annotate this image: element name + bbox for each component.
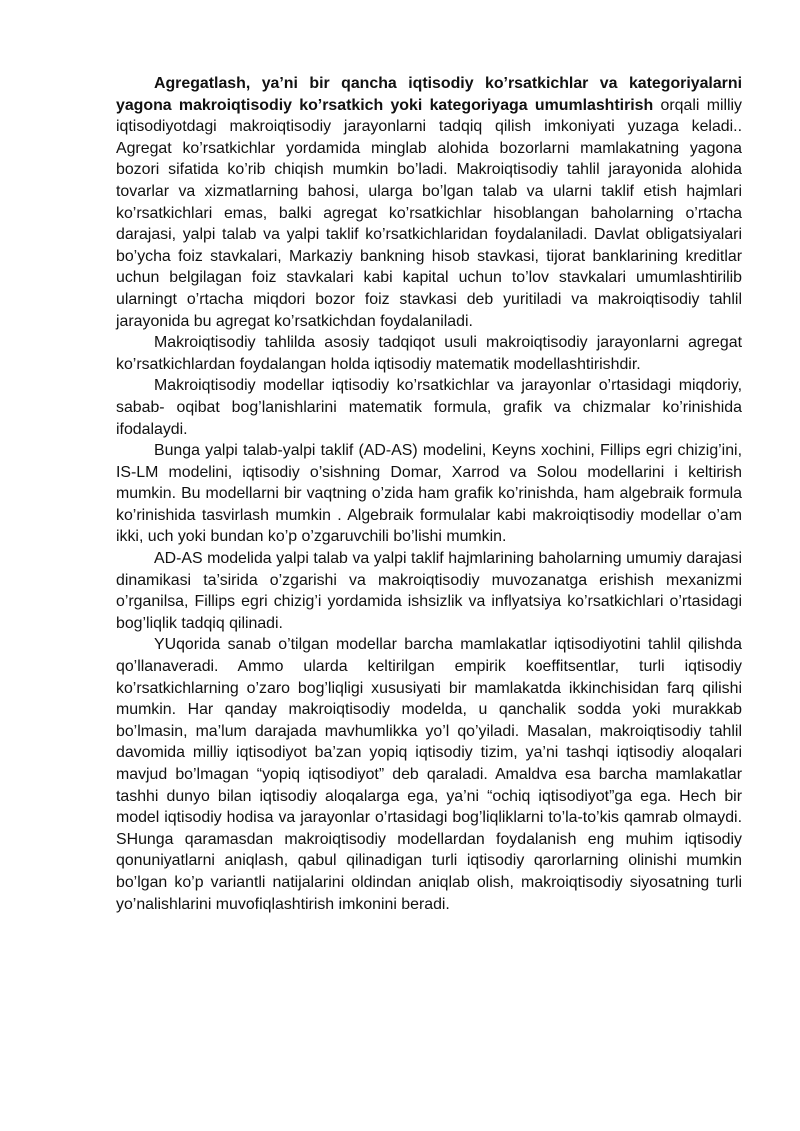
paragraph-model-examples: Bunga yalpi talab-yalpi taklif (AD-AS) modelini, Keyns xochini, Fillips egri chizig’ini, IS-LM modelini, iqtisodiy o’sishning Domar, Xarrod va Solou modellarini i keltirish mumkin. Bu modellarni bir vaqtning o’zida ham grafik ko’rinishda, ham algebraik formula ko’rinishida tasvirlash mumkin . Algebraik formulalar kabi makroiqtisodiy modellar o’am ikki, uch yoki bundan ko’p o’zgaruvchili bo’lishi mumkin. — [116, 442, 742, 546]
paragraph-ad-as-model: AD-AS modelida yalpi talab va yalpi taklif hajmlarining baholarning umumiy darajasi dinamikasi ta’sirida o’zgarishi va makroiqtisodiy muvozanatga erishish mexanizmi o’rganilsa, Fillips egri chizig’i yordamida ishsizlik va inflyatsiya ko’rsatkichlari o’rtasidagi bog’liqlik tadqiq qilinadi. — [116, 550, 742, 632]
document-page — [116, 73, 742, 915]
paragraph-bold-lead: Agregatlash, ya’ni bir qancha iqtisodiy ko’rsatkichlar va kategoriyalarni yagona makroiqtisodiy ko’rsatkich yoki kategoriyaga umumlashtirish — [116, 75, 742, 114]
paragraph-models-definition: Makroiqtisodiy modellar iqtisodiy ko’rsatkichlar va jarayonlar o’rtasidagi miqdoriy, sabab- oqibat bog’lanishlarini matematik formula, grafik va chizmalar ko’rinishida ifodalaydi. — [116, 377, 742, 438]
paragraph-text: orqali milliy iqtisodiyotdagi makroiqtisodiy jarayonlarni tadqiq qilish imkoniyati yuzaga keladi.. Agregat ko’rsatkichlar yordamida minglab alohida bozorlarni mamlakatning yagona bozori sifatida ko’rib chiqish mumkin bo’ladi. Makroiqtisodiy tahlil jarayonida alohida tovarlar va xizmatlarning bahosi, ularga bo’lgan talab va ularni taklif etish hajmlari ko’rsatkichlari emas, balki agregat ko’rsatkichlar hisoblangan baholarning o’rtacha darajasi, yalpi talab va yalpi taklif ko’rsatkichlaridan foydalaniladi. Davlat obligatsiyalari bo’ycha foiz stavkalari, Markaziy bankning hisob stavkasi, tijorat banklarining kreditlar uchun belgilagan foiz stavkalari kabi kapital uchun to’lov stavkalari umumlashtirilib ularningt o’rtacha miqdori bozor foiz stavkasi deb yuritiladi va makroiqtisodiy tahlil jarayonida bu agregat ko’rsatkichdan foydalaniladi. — [116, 96, 743, 330]
paragraph-aggregation — [116, 73, 742, 332]
paragraph-model-limitations: YUqorida sanab o’tilgan modellar barcha mamlakatlar iqtisodiyotini tahlil qilishda qo’llanaveradi. Ammo ularda keltirilgan empirik koeffitsentlar, turli iqtisodiy ko’rsatkichlarning o’zaro bog’liqligi xususiyati bir mamlakatda ikkinchisidan farq qilishi mumkin. Har qanday makroiqtisodiy modelda, u qanchalik sodda yoki murakkab bo’lmasin, ma’lum darajada mavhumlikka yo’l qo’yiladi. Masalan, makroiqtisodiy tahlil davomida milliy iqtisodiyot ba’zan yopiq iqtisodiy tizim, ya’ni tashqi iqtisodiy aloqalari mavjud bo’lmagan “yopiq iqtisodiyot” deb qaraladi. Amaldva esa barcha mamlakatlar tashhi dunyo bilan iqtisodiy aloqalarga ega, ya’ni “ochiq iqtisodiyot”ga ega. Hech bir model iqtisodiy hodisa va jarayonlar o’rtasidagi bog’liqliklarni to’la-to’kis qamrab olmaydi. SHunga qaramasdan makroiqtisodiy modellardan foydalanish eng muhim iqtisodiy qonuniyatlarni aniqlash, qabul qilinadigan turli iqtisodiy qarorlarning olinishi mumkin bo’lgan ko’p variantli natijalarini oldindan aniqlab olish, makroiqtisodiy siyosatning turli yo’nalishlarini muvofiqlashtirish imkonini beradi. — [116, 636, 742, 913]
paragraph-research-method: Makroiqtisodiy tahlilda asosiy tadqiqot usuli makroiqtisodiy jarayonlarni agregat ko’rsatkichlardan foydalangan holda iqtisodiy matematik modellashtirishdir. — [116, 334, 742, 373]
